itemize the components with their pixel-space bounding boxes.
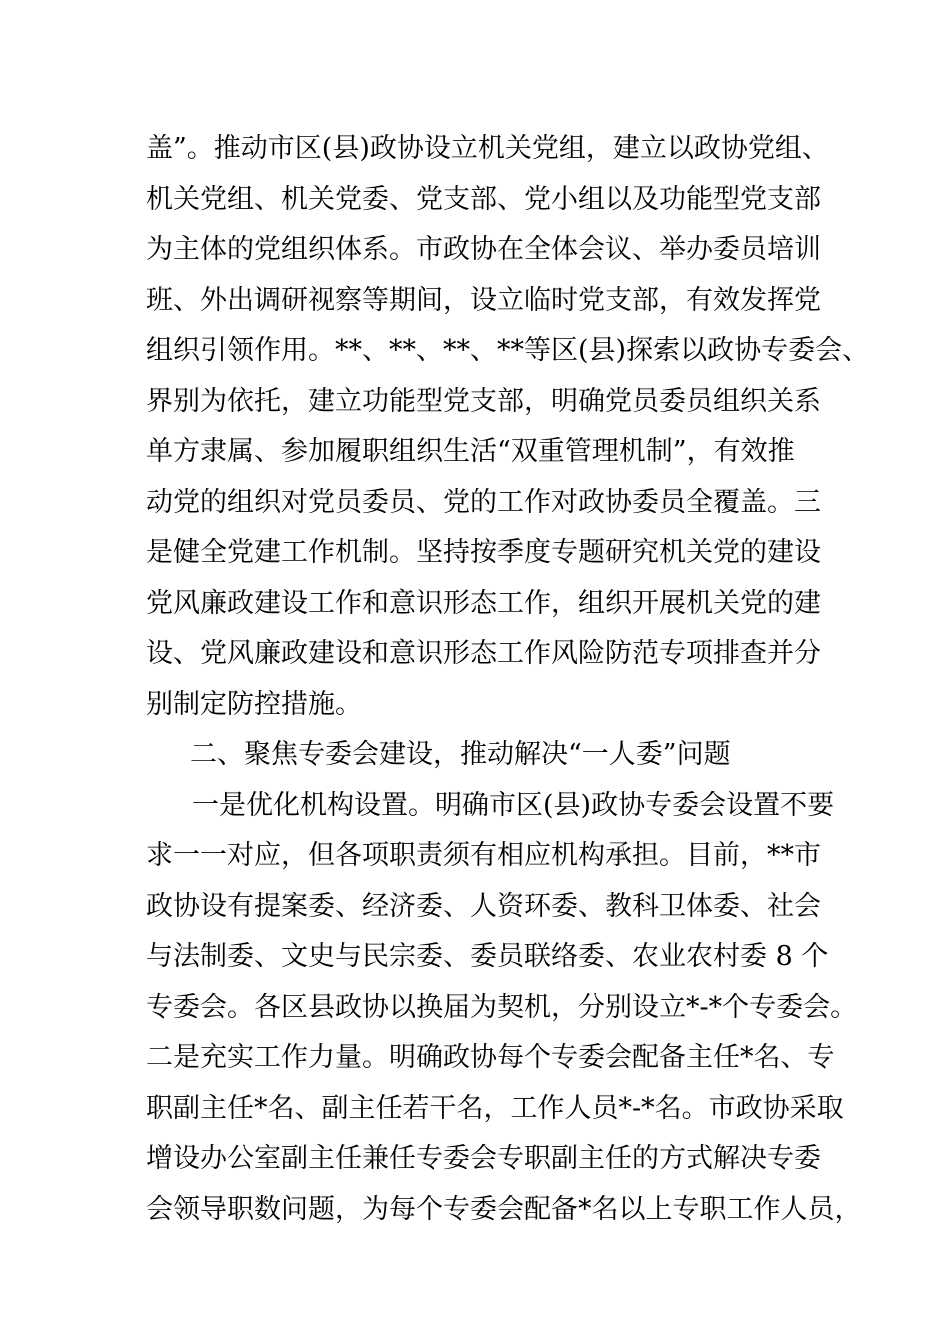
- text-line: 机关党组、机关党委、党支部、党小组以及功能型党支部: [146, 183, 821, 215]
- text-line: 与法制委、文史与民宗委、委员联络委、农业农村委 8 个: [146, 941, 829, 972]
- text-line: 动党的组织对党员委员、党的工作对政协委员全覆盖。三: [146, 486, 821, 518]
- text-line: 职副主任*名、副主任若干名，工作人员*-*名。市政协采取: [146, 1092, 844, 1124]
- text-line: 为主体的党组织体系。市政协在全体会议、举办委员培训: [146, 234, 821, 265]
- text-line: 是健全党建工作机制。坚持按季度专题研究机关党的建设: [146, 537, 821, 568]
- section-heading: 二、聚焦专委会建设，推动解决“一人委”问题: [190, 739, 731, 770]
- text-line: 会领导职数问题，为每个专委会配备*名以上专职工作人员，: [146, 1193, 862, 1225]
- text-line: 设、党风廉政建设和意识形态工作风险防范专项排查并分: [146, 638, 821, 669]
- text-line: 一是优化机构设置。明确市区(县)政协专委会设置不要: [192, 789, 835, 821]
- text-line: 班、外出调研视察等期间，设立临时党支部，有效发挥党: [146, 284, 821, 316]
- text-line: 盖”。推动市区(县)政协设立机关党组，建立以政协党组、: [146, 133, 829, 164]
- text-line: 别制定防控措施。: [146, 688, 362, 720]
- text-line: 单方隶属、参加履职组织生活“双重管理机制”，有效推: [146, 436, 795, 467]
- text-line: 增设办公室副主任兼任专委会专职副主任的方式解决专委: [146, 1143, 821, 1174]
- document-body: [146, 124, 870, 1235]
- text-line: 界别为依托，建立功能型党支部，明确党员委员组织关系: [146, 385, 821, 417]
- text-line: 专委会。各区县政协以换届为契机，分别设立*-*个专委会。: [146, 991, 858, 1023]
- text-line: 求一一对应，但各项职责须有相应机构承担。目前，**市: [146, 840, 821, 871]
- text-line: 组织引领作用。**、**、**、**等区(县)探索以政协专委会、: [146, 335, 870, 366]
- text-line: 政协设有提案委、经济委、人资环委、教科卫体委、社会: [146, 890, 821, 922]
- text-line: 党风廉政建设工作和意识形态工作，组织开展机关党的建: [146, 587, 821, 619]
- text-line: 二是充实工作力量。明确政协每个专委会配备主任*名、专: [146, 1042, 835, 1073]
